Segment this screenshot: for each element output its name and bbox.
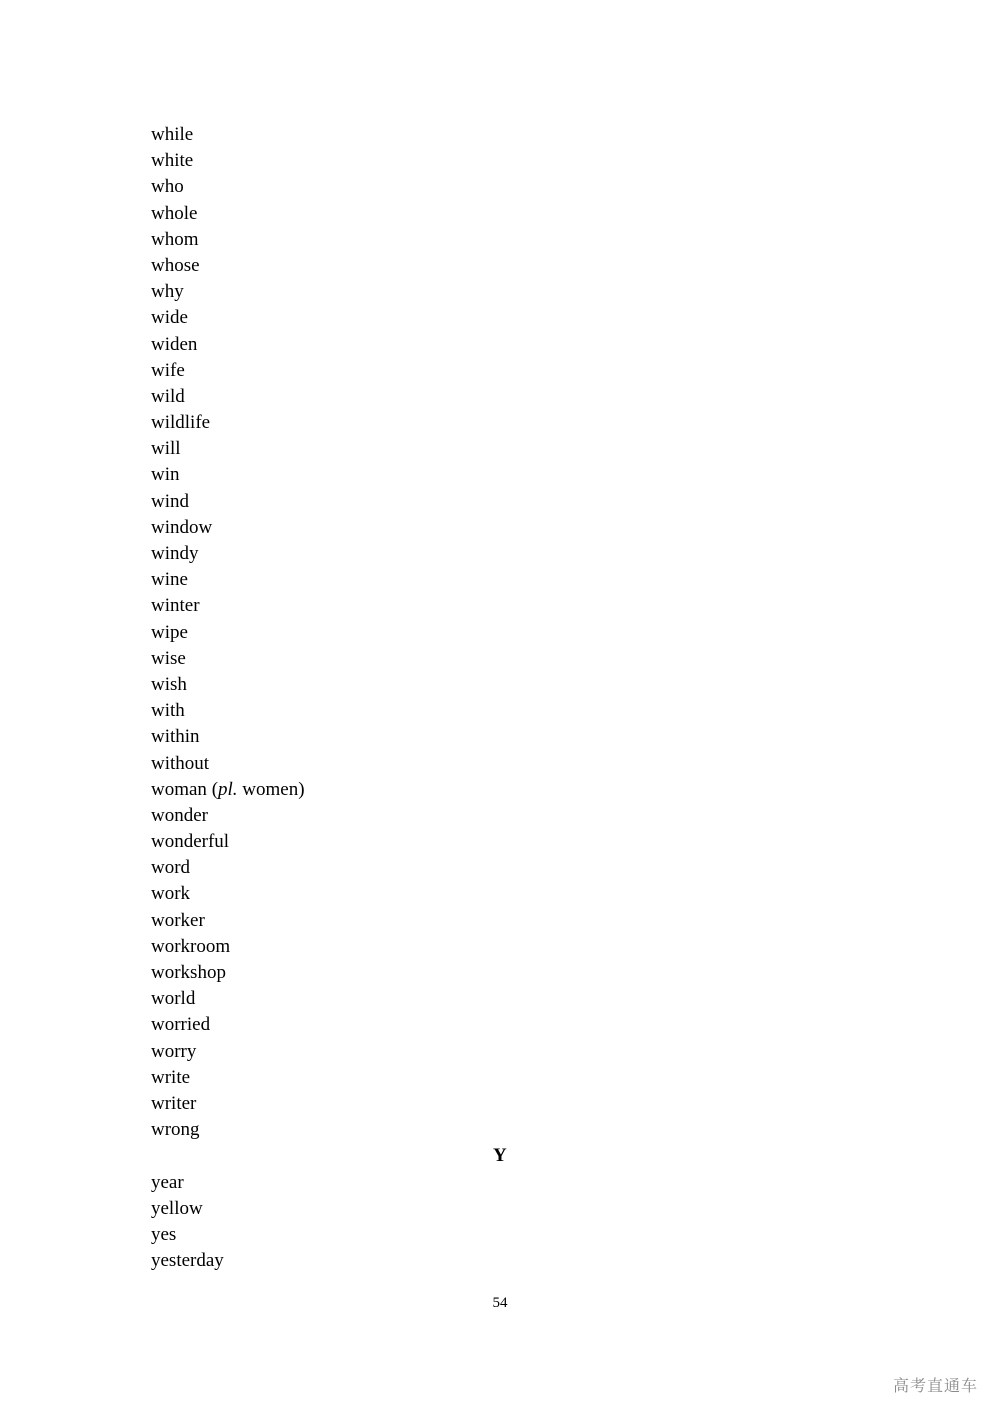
word-entry: worried: [151, 1014, 211, 1036]
word-entry: while: [151, 124, 194, 145]
word-entry: why: [151, 281, 184, 303]
word-entry: wildlife: [151, 412, 211, 434]
woman-plural: women): [242, 778, 305, 800]
word-entry: within: [151, 726, 200, 748]
word-entry: windy: [151, 543, 199, 564]
section-heading-y: Y: [493, 1145, 507, 1167]
word-entry: wonder: [151, 804, 208, 826]
word-entry: workroom: [151, 935, 231, 957]
word-entry: whole: [151, 202, 198, 224]
watermark: 高考直通车: [892, 1376, 978, 1395]
word-entry: word: [151, 857, 191, 879]
word-entry: wipe: [151, 621, 188, 643]
word-entry: wrong: [151, 1119, 200, 1141]
word-entry: will: [151, 438, 181, 460]
word-entry: writer: [151, 1092, 197, 1114]
word-entry: whom: [151, 228, 199, 250]
word-entry: work: [151, 883, 191, 905]
word-entry: world: [151, 988, 196, 1010]
word-entry: window: [151, 516, 213, 538]
word-entry: wish: [151, 673, 187, 695]
word-entry: write: [151, 1066, 191, 1088]
word-entry: wind: [151, 490, 189, 512]
word-entry: wine: [151, 569, 188, 591]
word-entry: yes: [151, 1223, 177, 1245]
word-entry: win: [151, 464, 180, 486]
word-entry: wide: [151, 307, 188, 329]
word-entry: white: [151, 150, 194, 172]
word-entry: workshop: [151, 962, 226, 983]
page-number: 54: [492, 1295, 508, 1311]
word-entry: whose: [151, 254, 200, 276]
word-entry: worry: [151, 1040, 197, 1062]
word-entry-woman: [151, 777, 305, 803]
woman-word: woman: [151, 778, 207, 800]
word-entry: wild: [151, 385, 185, 407]
word-list: [151, 122, 507, 1274]
word-entry: wise: [151, 647, 186, 669]
word-entry: worker: [151, 909, 205, 931]
word-entry: yellow: [151, 1197, 203, 1219]
word-entry: without: [151, 752, 210, 774]
word-entry: winter: [151, 595, 200, 617]
word-entry: wonderful: [151, 831, 230, 853]
word-entry: wife: [151, 359, 185, 381]
word-entry: yesterday: [151, 1250, 224, 1272]
woman-open-paren: (: [211, 778, 219, 800]
word-entry: year: [151, 1171, 184, 1193]
section-heading-row: [151, 1143, 507, 1169]
word-entry: widen: [151, 333, 198, 355]
plural-label: pl.: [218, 778, 238, 800]
word-entry: with: [151, 700, 185, 722]
word-entry: who: [151, 176, 184, 198]
